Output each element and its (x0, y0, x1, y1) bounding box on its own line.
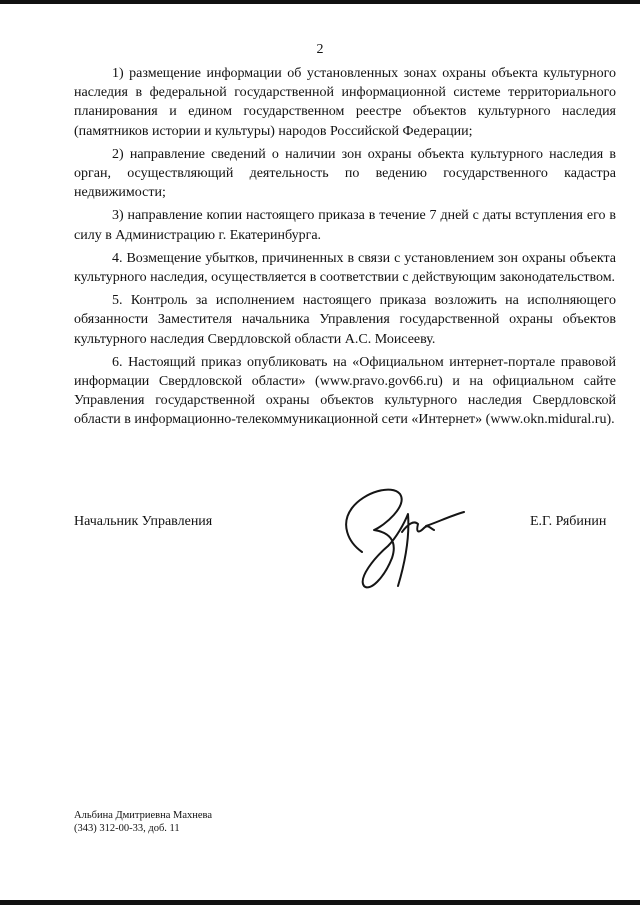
handwritten-signature (318, 474, 468, 604)
signatory-name: Е.Г. Рябинин (530, 514, 607, 529)
executor-name: Альбина Дмитриевна Махнева (74, 810, 213, 821)
scan-bottom-edge (0, 900, 640, 905)
signatory-position: Начальник Управления (74, 514, 213, 529)
scan-top-edge (0, 0, 640, 4)
executor-phone: (343) 312-00-33, доб. 11 (74, 823, 180, 834)
paragraph-1-2: 2) направление сведений о наличии зон охраны объекта культурного наследия в орган, осуществляющий деятельность по ведению государственного кадастра недвижимости; (74, 146, 616, 201)
paragraph-1-1: 1) размещение информации об установленных зонах охраны объекта культурного наследия в федеральной государственной информационной системе территориального планирования и едином государственном реестре объектов культурного наследия (памятников истории и культуры) народов Российской Федерации; (74, 66, 616, 139)
paragraph-1-3: 3) направление копии настоящего приказа в течение 7 дней с даты вступления его в силу в Администрацию г. Екатеринбурга. (74, 208, 616, 243)
paragraph-4: 4. Возмещение убытков, причиненных в связи с установлением зон охраны объекта культурного наследия, осуществляется в соответствии с действующим законодательством. (74, 250, 616, 286)
paragraph-6: 6. Настоящий приказ опубликовать на «Официальном интернет-портале правовой информации Свердловской области» (www.pravo.gov66.ru) и на официальном сайте Управления государственной охраны объектов культурного наследия Свердловской области в информационно-телекоммуникационной сети «Интернет» (www.okn.midural.ru). (74, 354, 616, 428)
page-number: 2 (316, 42, 324, 57)
executor-footer (74, 809, 212, 835)
paragraph-5: 5. Контроль за исполнением настоящего приказа возложить на исполняющего обязанности Заместителя начальника Управления государственной охраны объектов культурного наследия Свердловской области А.С. Моисееву. (74, 293, 616, 347)
document-body (74, 64, 616, 430)
